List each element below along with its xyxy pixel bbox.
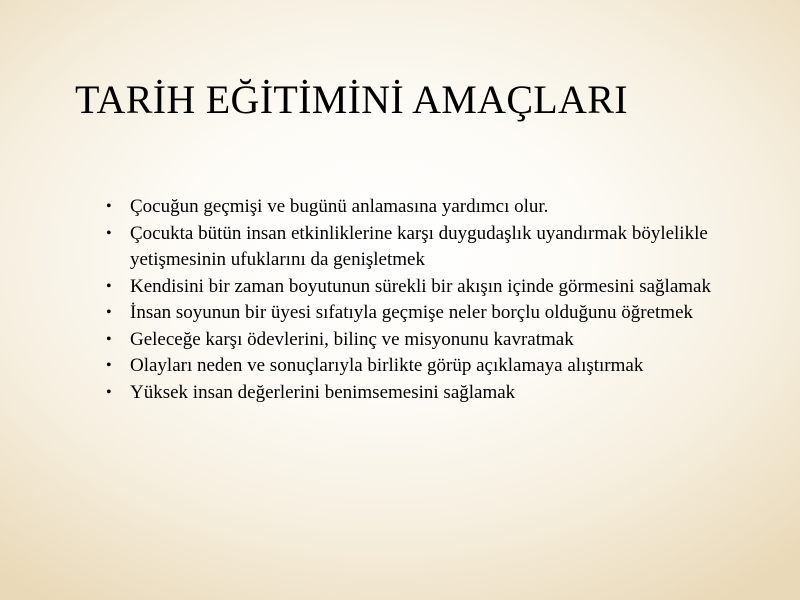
bullet-item (106, 194, 726, 221)
bullet-dot-icon: • (106, 383, 112, 401)
bullet-item (106, 353, 726, 380)
bullet-dot-icon: • (106, 357, 112, 374)
bullet-item (106, 327, 726, 354)
bullet-dot-icon: • (106, 198, 112, 215)
bullet-text: İnsan soyunun bir üyesi sıfatıyla geçmişe neler borçlu olduğunu öğretmek (130, 302, 694, 323)
bullet-text: Yüksek insan değerlerini benimsemesini sağlamak (130, 381, 516, 403)
bullet-item (106, 380, 726, 407)
bullet-text: Geleceğe karşı ödevlerini, bilinç ve misyonunu kavratmak (130, 328, 574, 350)
bullet-dot-icon: • (106, 304, 112, 321)
bullet-list (106, 194, 726, 406)
bullet-text: Çocuğun geçmişi ve bugünü anlamasına yardımcı olur. (130, 196, 549, 217)
slide-title: TARİH EĞİTİMİNİ AMAÇLARI (75, 77, 628, 122)
bullet-text: Kendisini bir zaman boyutunun sürekli bir akışın içinde görmesini sağlamak (130, 275, 711, 297)
bullet-text: Çocukta bütün insan etkinliklerine karşı duygudaşlık uyandırmak böylelikle yetişmesinin ufuklarını da genişletmek (130, 222, 708, 270)
bullet-dot-icon: • (106, 277, 112, 295)
bullet-item (106, 274, 726, 301)
bullet-text: Olayları neden ve sonuçlarıyla birlikte görüp açıklamaya alıştırmak (130, 355, 644, 376)
bullet-item (106, 300, 726, 327)
bullet-item (106, 221, 726, 274)
bullet-dot-icon: • (106, 330, 112, 348)
bullet-dot-icon: • (106, 224, 112, 242)
